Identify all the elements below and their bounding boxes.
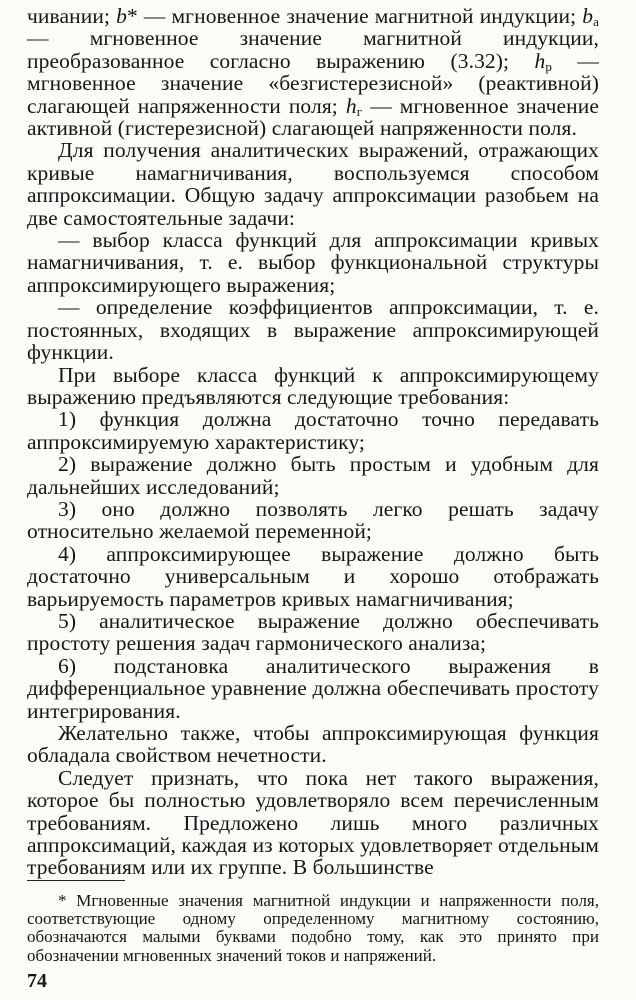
paragraph-1: чивании; b* — мгновенное значение магнитной индукции; $b_а$ — мгновенное значение магнитной индукции, преобразованное согласно выражению (3.32); $h_р$ — мгновенное значение «безгистерезисной» (реактивной) слагающей напряженности поля; $h_г$ — мгновенное значение активной (гистерезисной) слагающей напряженности поля.	[27, 4, 600, 141]
paragraph-3: — выбор класса функций для аппроксимации кривых намагничивания, т. е. выбор функциональной структуры аппроксимирующего выражения;	[27, 228, 599, 297]
footnote-text: * Мгновенные значения магнитной индукции и напряженности поля, соответствующие одному определенному магнитному состоянию, обозначаются малыми буквами подобно тому, как это принято при обозначении мгновенных значений токов и напряжений.	[27, 891, 599, 965]
paragraph-5: При выборе класса функций к аппроксимирующему выражению предъявляются следующие требования:	[27, 362, 599, 409]
paragraph-conclusion: Следует признать, что пока нет такого выражения, которое бы полностью удовлетворяло всем перечисленным требованиям. Предложено лишь много различных аппроксимаций, каждая из которых удовлетворяет отдельным требованиям или их группе. В большинстве	[27, 765, 599, 880]
footnote	[27, 892, 599, 965]
requirement-item-3: 3) оно должно позволять легко решать задачу относительно желаемой переменной;	[27, 496, 599, 544]
paragraph-4: — определение коэффициентов аппроксимации, т. е. постоянных, входящих в выражение аппроксимирующей функции.	[27, 295, 599, 365]
page-number: 74	[27, 970, 47, 992]
requirement-item-4: 4) аппроксимирующее выражение должно быть достаточно универсальным и хорошо отображать варьируемость параметров кривых намагничивания;	[27, 541, 599, 611]
footnote-divider	[27, 880, 125, 881]
requirement-item-6: 6) подстановка аналитического выражения в дифференциальное уравнение должна обеспечивать простоту интегрирования.	[27, 653, 599, 723]
body-text	[27, 5, 599, 879]
paragraph-oddness: Желательно также, чтобы аппроксимирующая функция обладала свойством нечетности.	[27, 721, 599, 768]
requirement-item-2: 2) выражение должно быть простым и удобным для дальнейших исследований;	[27, 452, 599, 499]
requirement-item-5: 5) аналитическое выражение должно обеспечивать простоту решения задач гармонического анализа;	[27, 608, 599, 656]
paragraph-2: Для получения аналитических выражений, отражающих кривые намагничивания, воспользуемся способом аппроксимации. Общую задачу аппроксимации разобьем на две самостоятельные задачи:	[27, 138, 599, 230]
requirement-item-1: 1) функция должна достаточно точно передавать аппроксимируемую характеристику;	[27, 407, 599, 454]
